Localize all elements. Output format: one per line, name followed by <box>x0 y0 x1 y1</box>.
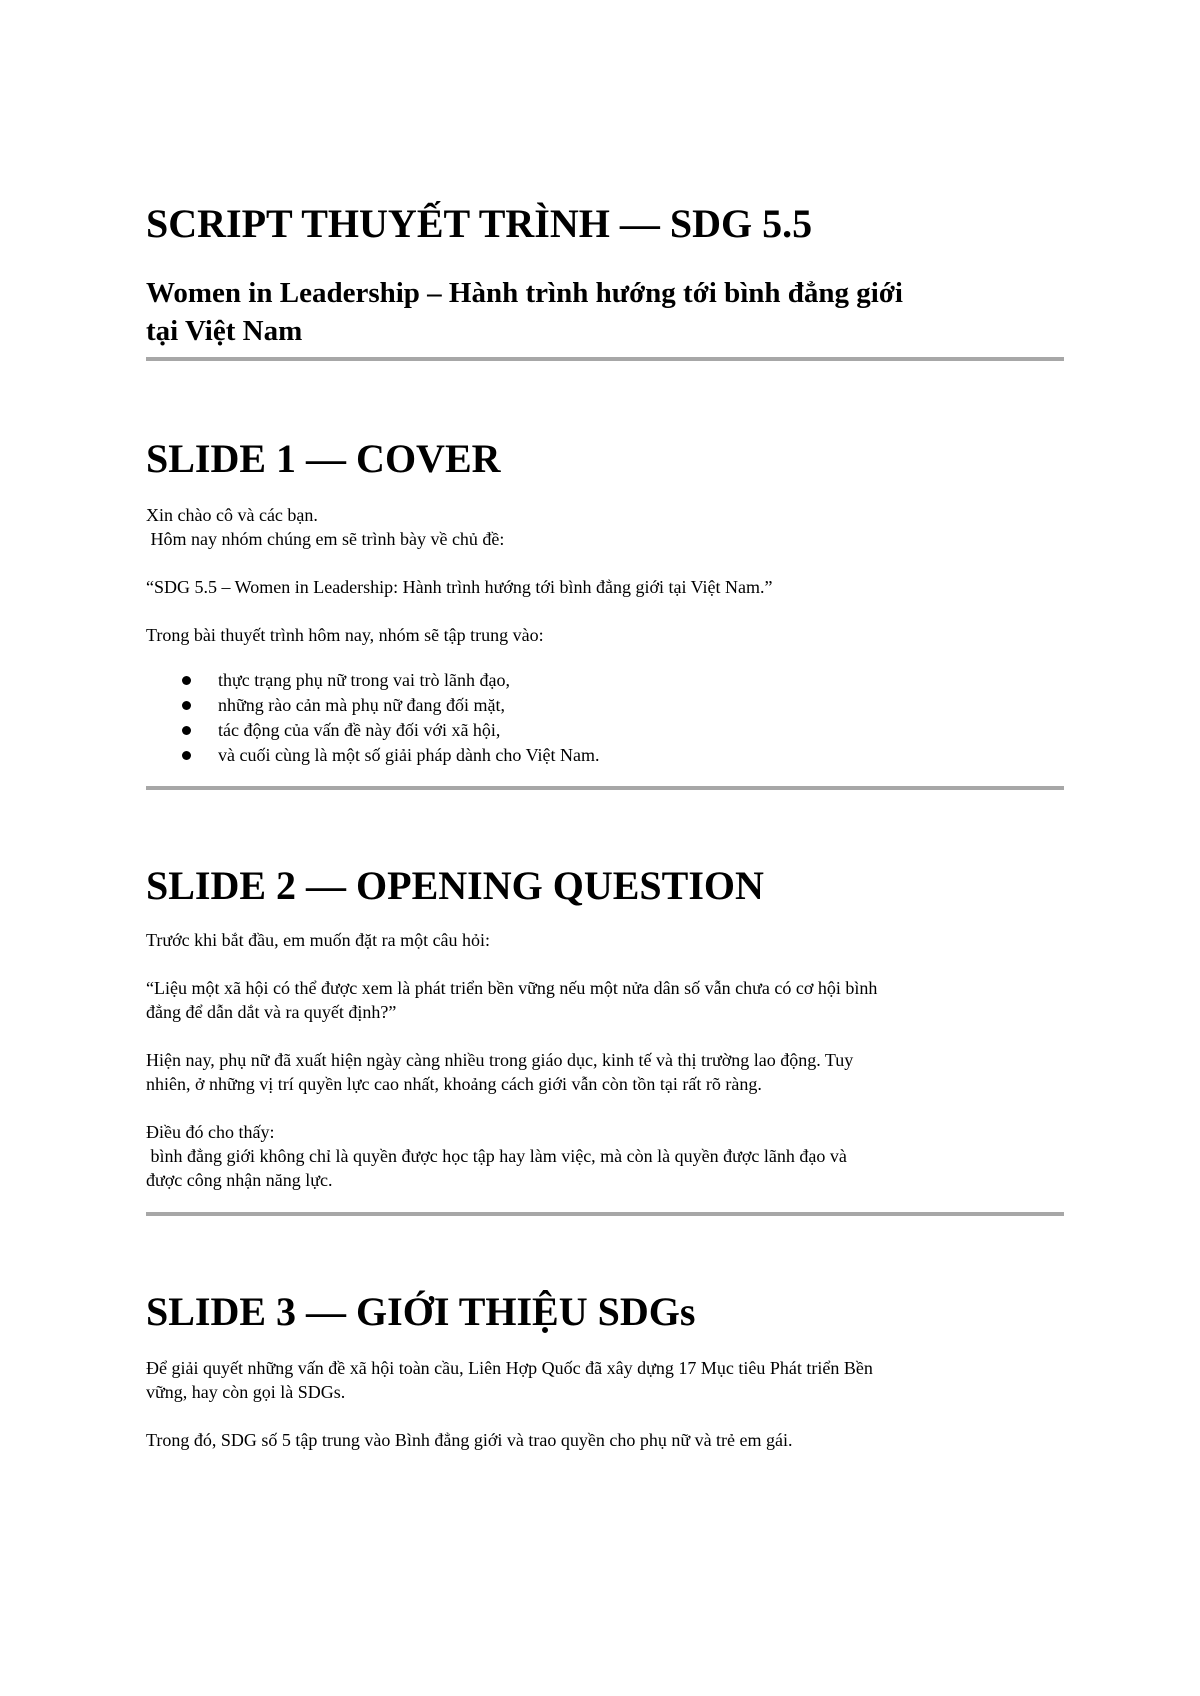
slide-1-section <box>146 431 1064 790</box>
divider <box>146 786 1064 790</box>
slide-1-topic-quote: “SDG 5.5 – Women in Leadership: Hành trình hướng tới bình đẳng giới tại Việt Nam.” <box>146 577 773 597</box>
divider <box>146 1212 1064 1216</box>
slide-1-greeting-line-1: Xin chào cô và các bạn. <box>146 505 318 525</box>
slide-1-greeting <box>146 503 1064 551</box>
document-subtitle-line-1: Women in Leadership – Hành trình hướng tới bình đẳng giới <box>146 277 903 309</box>
slide-2-intro: Trước khi bắt đầu, em muốn đặt ra một câu hỏi: <box>146 930 491 950</box>
slide-3-heading: SLIDE 3 — GIỚI THIỆU SDGs <box>146 1289 696 1334</box>
slide-1-focus-intro: Trong bài thuyết trình hôm nay, nhóm sẽ tập trung vào: <box>146 625 544 645</box>
slide-2-section <box>146 858 1064 1216</box>
list-item: và cuối cùng là một số giải pháp dành cho Việt Nam. <box>182 743 1064 768</box>
list-item: thực trạng phụ nữ trong vai trò lãnh đạo, <box>182 668 1064 693</box>
divider <box>146 357 1064 361</box>
bullet-icon <box>182 676 191 685</box>
document-subtitle-line-2: tại Việt Nam <box>146 315 303 347</box>
slide-2-heading: SLIDE 2 — OPENING QUESTION <box>146 863 764 908</box>
slide-2-question: “Liệu một xã hội có thể được xem là phát triển bền vững nếu một nửa dân số vẫn chưa có cơ hội bình đẳng để dẫn dắt và ra quyết định?” <box>146 978 878 1022</box>
bullet-icon <box>182 701 191 710</box>
slide-1-bullet-list <box>146 668 1064 768</box>
slide-3-section <box>146 1284 1064 1452</box>
list-item: những rào cản mà phụ nữ đang đối mặt, <box>182 693 1064 718</box>
slide-1-greeting-line-2: Hôm nay nhóm chúng em sẽ trình bày về chủ đề: <box>146 529 505 549</box>
document-title: SCRIPT THUYẾT TRÌNH — SDG 5.5 <box>146 201 813 246</box>
slide-2-conclusion: Điều đó cho thấy: bình đẳng giới không chỉ là quyền được học tập hay làm việc, mà còn là quyền được lãnh đạo và được công nhận năng lực. <box>146 1122 847 1190</box>
slide-1-heading: SLIDE 1 — COVER <box>146 436 501 481</box>
slide-2-context: Hiện nay, phụ nữ đã xuất hiện ngày càng nhiều trong giáo dục, kinh tế và thị trường lao động. Tuy nhiên, ở những vị trí quyền lực cao nhất, khoảng cách giới vẫn còn tồn tại rất rõ ràng. <box>146 1050 854 1094</box>
document-subtitle <box>146 274 1064 350</box>
slide-3-sdg5: Trong đó, SDG số 5 tập trung vào Bình đẳng giới và trao quyền cho phụ nữ và trẻ em gái. <box>146 1430 793 1450</box>
bullet-icon <box>182 726 191 735</box>
list-item: tác động của vấn đề này đối với xã hội, <box>182 718 1064 743</box>
slide-3-sdgs-intro: Để giải quyết những vấn đề xã hội toàn cầu, Liên Hợp Quốc đã xây dựng 17 Mục tiêu Phát triển Bền vững, hay còn gọi là SDGs. <box>146 1358 873 1402</box>
bullet-icon <box>182 751 191 760</box>
